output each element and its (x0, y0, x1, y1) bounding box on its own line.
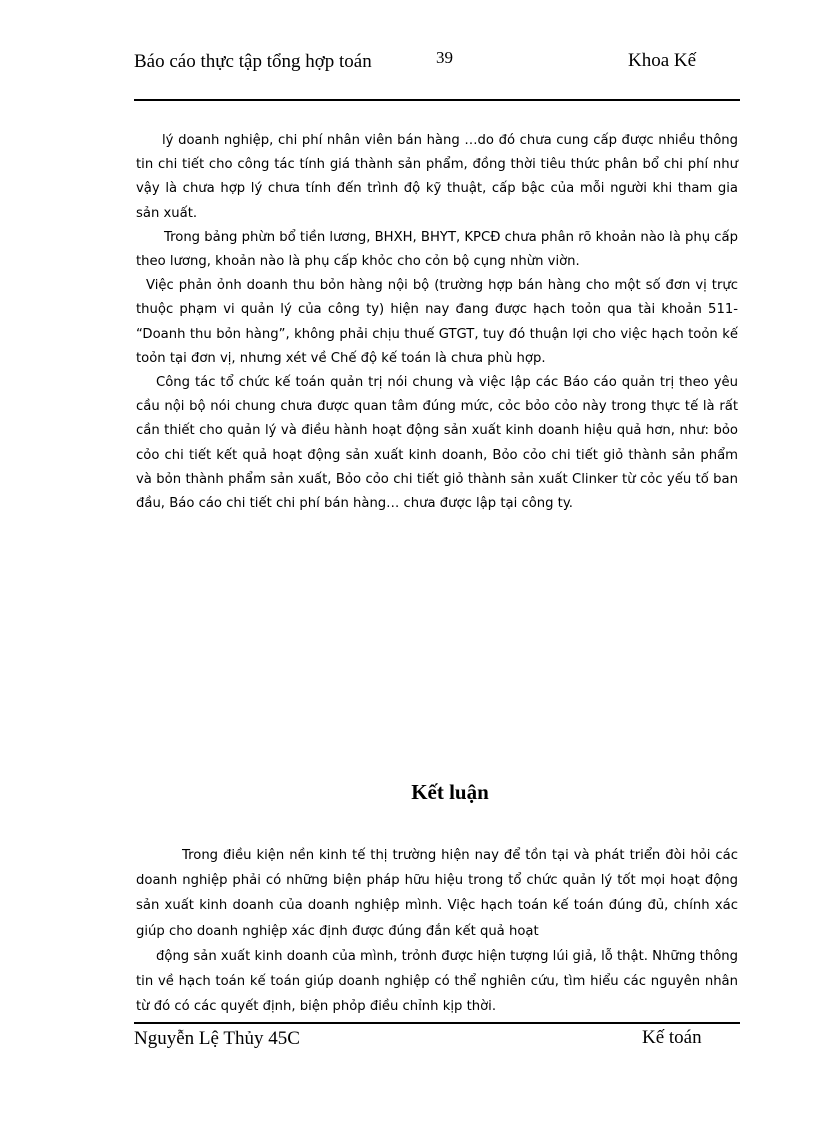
body-paragraph: lý doanh nghiệp, chi phí nhân viên bán hàng …do đó chưa cung cấp được nhiều thông tin chi tiết cho công tác tính giá thành sản phẩm, đồng thời tiêu thức phân bổ chi phí như vậy là chưa hợp lý chưa tính đến trình độ kỹ thuật, cấp bậc của mỗi người khi tham gia sản xuất. (136, 133, 738, 221)
conclusion-text (136, 843, 738, 1019)
page-number: 39 (436, 48, 453, 67)
header-department: Khoa Kế (628, 50, 697, 71)
conclusion-paragraph: động sản xuất kinh doanh của mình, trỏnh được hiện tượng lúi giả, lỗ thật. Những thông tin về hạch toán kế toán giúp doanh nghiệp có thể nghiên cứu, tìm hiểu các nguyên nhân từ đó có các quyết định, biện phỏp điều chỉnh kịp thời. (136, 948, 738, 1015)
body-text (136, 129, 738, 516)
body-paragraph: Công tác tổ chức kế toán quản trị nói chung và việc lập các Báo cáo quản trị theo yêu cầu nội bộ nói chung chưa được quan tâm đúng mức, cỏc bỏo cỏo này trong thực tế là rất cần thiết cho quản lý và điều hành hoạt động sản xuất kinh doanh hiệu quả hơn, như: bỏo cỏo chi tiết kết quả hoạt động sản xuất kinh doanh, Bỏo cỏo chi tiết giỏ thành sản phẩm và bỏn thành phẩm sản xuất, Bỏo cỏo chi tiết giỏ thành sản xuất Clinker từ cỏc yếu tố ban đầu, Báo cáo chi tiết chi phí bán hàng… chưa được lập tại công ty. (136, 375, 738, 512)
header-report-title: Báo cáo thực tập tổng hợp toán (134, 51, 372, 72)
footer-field: Kế toán (642, 1027, 702, 1048)
body-paragraph: Việc phản ỏnh doanh thu bỏn hàng nội bộ (trường hợp bán hàng cho một số đơn vị trực thuộc phạm vi quản lý của công ty) hiện nay đang được hạch toỏn qua tài khoản 511- “Doanh thu bỏn hàng”, không phải chịu thuế GTGT, tuy đó thuận lợi cho việc hạch toỏn kế toỏn tại đơn vị, nhưng xét về Chế độ kế toán là chưa phù hợp. (136, 278, 738, 366)
footer-author: Nguyễn Lệ Thủy 45C (134, 1028, 300, 1049)
conclusion-paragraph: Trong điều kiện nền kinh tế thị trường hiện nay để tồn tại và phát triển đòi hỏi các doanh nghiệp phải có những biện pháp hữu hiệu trong tổ chức quản lý tốt mọi hoạt động sản xuất kinh doanh của doanh nghiệp mình. Việc hạch toán kế toán đúng đủ, chính xác giúp cho doanh nghiệp xác định được đúng đắn kết quả hoạt (136, 848, 738, 939)
body-paragraph: Trong bảng phừn bổ tiền lương, BHXH, BHYT, KPCĐ chưa phân rõ khoản nào là phụ cấp theo lương, khoản nào là phụ cấp khỏc cho cỏn bộ cụng nhừn viờn. (136, 229, 738, 270)
footer-divider (134, 1022, 740, 1024)
header-divider (134, 99, 740, 101)
conclusion-heading: Kết luận (411, 780, 489, 804)
